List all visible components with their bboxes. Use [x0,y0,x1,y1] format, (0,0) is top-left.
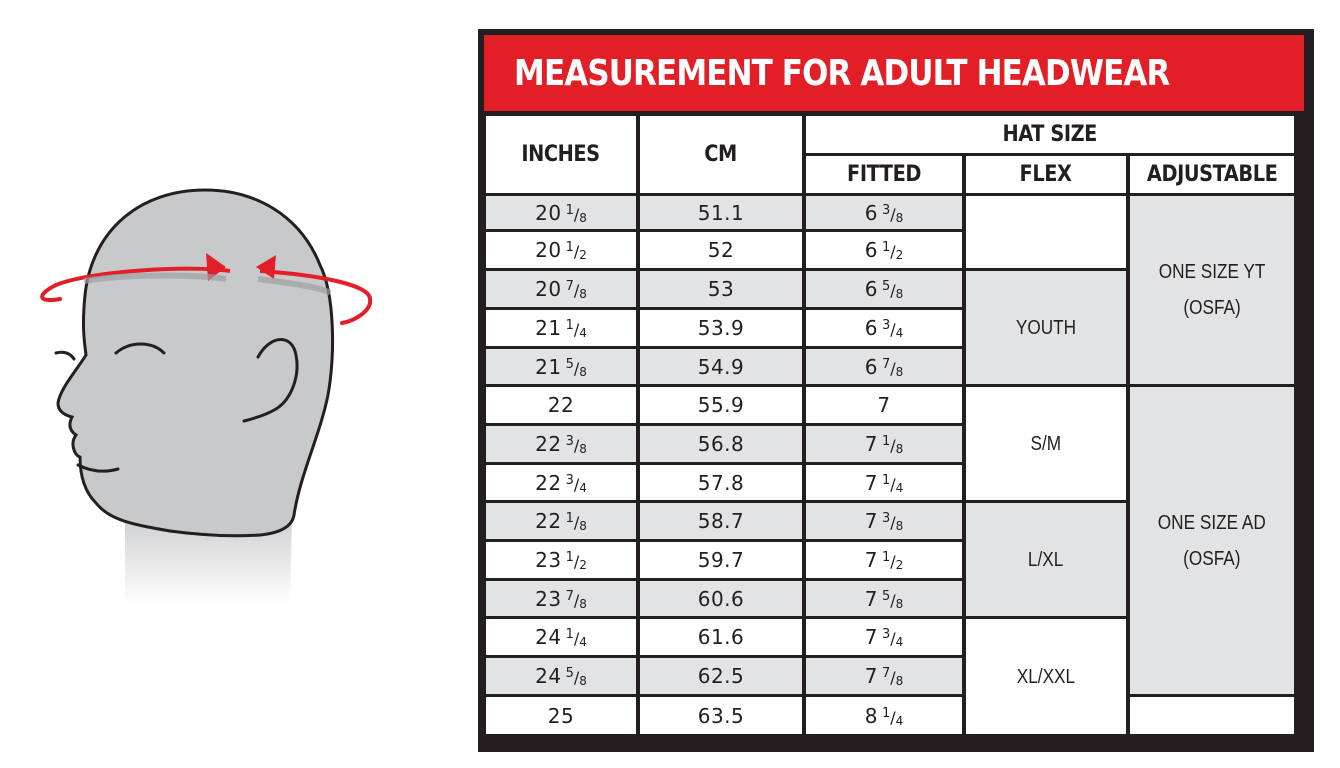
value-whole: 22 [535,470,562,495]
fraction-slash: / [890,513,896,532]
cell-fitted [806,232,962,268]
fraction-denominator: 4 [895,326,904,340]
fraction-slash: / [573,629,580,648]
fraction-numerator: 1 [565,550,574,565]
cell-inches [486,619,636,655]
fraction-denominator: 4 [895,480,904,495]
value-whole: 20 [535,277,562,301]
fraction-slash: / [890,590,896,610]
cell-inches [486,349,636,384]
fraction-denominator: 8 [895,519,904,533]
fraction-numerator: 7 [565,588,574,604]
header-hat-size: HAT SIZE [806,116,1294,153]
value-whole: 23 [535,586,562,611]
fraction-denominator: 8 [895,596,904,611]
fraction-slash: / [890,552,896,571]
cell-fitted [806,581,962,616]
fraction-slash: / [573,320,580,339]
fraction-slash: / [890,629,896,648]
cell-cm [640,658,802,694]
flex-size-label: L/XL [1028,548,1064,571]
table-row [486,697,1294,734]
cell-cm [640,619,802,655]
fraction-denominator: 8 [579,519,587,533]
fraction-slash: / [890,320,896,339]
table-row [486,196,1294,229]
fraction-numerator: 1 [565,318,574,333]
fraction-denominator: 8 [579,442,587,456]
header-cm: CM [640,116,802,193]
value-whole: 6 [864,354,878,379]
value-whole: 7 [864,509,878,533]
value-whole: 23 [535,548,562,572]
cell-cm [640,232,802,268]
fraction-numerator: 1 [881,240,891,255]
cell-flex-group [966,503,1126,616]
cell-fitted [806,465,962,500]
flex-size-label: XL/XXL [1016,665,1076,688]
fraction-denominator: 8 [895,674,904,688]
header-inches: INCHES [486,116,636,193]
value-whole: 7 [864,625,878,649]
size-table [482,113,1298,737]
value-whole: 6 [864,238,878,262]
fraction-numerator: 3 [565,434,574,449]
fraction-denominator: 8 [895,210,904,225]
value-whole: 7 [864,470,878,495]
fraction-slash: / [890,358,896,378]
fraction-numerator: 5 [881,588,891,604]
fraction-denominator: 8 [579,596,587,611]
fraction-numerator: 3 [881,202,891,218]
cell-fitted [806,619,962,655]
fraction-slash: / [890,436,896,455]
fraction-numerator: 1 [881,705,891,721]
size-chart [478,29,1314,752]
fraction-slash: / [573,552,580,571]
cm-value: 62.5 [697,664,745,688]
cell-fitted [806,542,962,578]
fraction-numerator: 1 [881,550,891,565]
header-adjustable: ADJUSTABLE [1130,156,1294,193]
fraction-slash: / [573,204,580,224]
value-whole: 21 [535,316,562,340]
cell-flex-group [966,387,1126,500]
cell-cm [640,542,802,578]
fraction-slash: / [890,242,896,261]
cm-value: 53.9 [697,316,745,340]
cm-value: 63.5 [697,703,745,728]
fraction-denominator: 4 [895,713,904,728]
fraction-numerator: 3 [881,318,891,333]
value-whole: 22 [535,509,562,533]
table-row [486,387,1294,423]
fraction-numerator: 1 [881,434,891,449]
fraction-numerator: 5 [565,356,574,372]
cm-value: 57.8 [697,470,745,495]
cell-inches [486,658,636,694]
cell-fitted [806,503,962,539]
value-whole: 6 [864,200,878,225]
value-whole: 7 [864,586,878,611]
cell-fitted [806,426,962,462]
fraction-slash: / [573,513,580,532]
fraction-numerator: 1 [565,202,574,218]
fraction-slash: / [890,707,896,727]
cell-inches [486,271,636,307]
cell-cm [640,465,802,500]
cm-value: 61.6 [697,625,745,649]
cell-fitted [806,697,962,734]
fraction-denominator: 2 [895,248,904,262]
cell-inches [486,310,636,346]
cell-adjustable-group [1130,387,1294,694]
fraction-slash: / [573,474,580,494]
cell-inches [486,387,636,423]
cm-value: 51.1 [697,200,745,225]
fraction-numerator: 3 [565,472,574,488]
value-whole: 6 [864,316,878,340]
cell-fitted [806,349,962,384]
value-whole: 21 [535,354,562,379]
value-whole: 22 [535,432,562,456]
cm-value: 58.7 [697,509,745,533]
flex-size-label: S/M [1030,432,1062,455]
value-whole: 7 [864,664,878,688]
fraction-slash: / [573,668,580,687]
fraction-denominator: 4 [895,635,904,649]
cell-cm [640,349,802,384]
cm-value: 55.9 [697,393,745,417]
value-whole: 20 [535,200,562,225]
value-whole: 7 [864,432,878,456]
cell-adjustable-group [1130,697,1294,734]
fraction-numerator: 1 [881,472,891,488]
fraction-denominator: 8 [579,210,587,225]
value-whole: 7 [864,548,878,572]
fraction-numerator: 1 [565,240,574,255]
header-fitted: FITTED [806,156,962,193]
cell-cm [640,697,802,734]
cm-value: 53 [707,277,735,301]
fraction-slash: / [573,281,580,300]
adjustable-fit-label: (OSFA) [1183,297,1241,319]
cell-cm [640,271,802,307]
fraction-denominator: 8 [895,364,904,379]
cell-cm [640,581,802,616]
value-whole: 24 [535,625,562,649]
cm-value: 56.8 [697,432,745,456]
fraction-numerator: 7 [565,279,574,294]
cell-inches [486,232,636,268]
fraction-slash: / [890,474,896,494]
value-whole: 6 [864,277,878,301]
fraction-denominator: 4 [579,480,587,495]
fraction-denominator: 2 [579,558,587,572]
cm-value: 59.7 [697,548,745,572]
cell-flex-group [966,196,1126,268]
nose-line [56,352,74,359]
value-whole: 22 [547,393,575,417]
adjustable-size-label: ONE SIZE YT [1158,261,1266,283]
cell-cm [640,426,802,462]
fraction-numerator: 5 [881,279,891,294]
fraction-numerator: 3 [881,511,891,526]
adjustable-fit-label: (OSFA) [1183,547,1241,570]
fraction-numerator: 7 [881,356,891,372]
value-whole: 25 [547,703,575,728]
cell-cm [640,196,802,229]
cell-flex-group [966,619,1126,734]
fraction-slash: / [890,668,896,687]
fraction-slash: / [573,436,580,455]
fraction-denominator: 8 [579,674,587,688]
fraction-numerator: 5 [565,666,574,681]
cell-cm [640,310,802,346]
value-whole: 8 [864,703,878,728]
fraction-slash: / [890,204,896,224]
cell-cm [640,503,802,539]
fraction-denominator: 8 [895,287,904,301]
fraction-denominator: 8 [579,287,587,301]
fraction-denominator: 2 [895,558,904,572]
adjustable-size-label: ONE SIZE AD [1157,511,1267,534]
cell-inches [486,503,636,539]
fraction-denominator: 4 [579,635,587,649]
value-whole: 7 [877,393,891,417]
fraction-denominator: 8 [579,364,587,379]
cell-fitted [806,271,962,307]
flex-size-label: YOUTH [1015,316,1077,339]
fraction-slash: / [890,281,896,300]
value-whole: 24 [535,664,562,688]
fraction-slash: / [573,358,580,378]
cm-value: 52 [707,238,735,262]
chart-title: MEASUREMENT FOR ADULT HEADWEAR [514,52,1170,94]
cm-value: 60.6 [697,586,745,611]
cell-fitted [806,310,962,346]
value-whole: 20 [535,238,562,262]
fraction-denominator: 4 [579,326,587,340]
fraction-numerator: 1 [565,627,574,642]
header-flex: FLEX [966,156,1126,193]
chart-title-bar [484,35,1304,111]
cell-fitted [806,196,962,229]
head-shape [58,190,333,536]
cell-inches [486,196,636,229]
cm-value: 54.9 [697,354,745,379]
fraction-numerator: 7 [881,666,891,681]
cell-inches [486,581,636,616]
cell-fitted [806,387,962,423]
cell-fitted [806,658,962,694]
fraction-numerator: 3 [881,627,891,642]
fraction-denominator: 8 [895,442,904,456]
fraction-slash: / [573,590,580,610]
head-measurement-icon [30,175,390,605]
cell-inches [486,697,636,734]
fraction-numerator: 1 [565,511,574,526]
cell-flex-group [966,271,1126,384]
cell-inches [486,465,636,500]
fraction-slash: / [573,242,580,261]
cell-adjustable-group [1130,196,1294,384]
fraction-denominator: 2 [579,248,587,262]
cell-cm [640,387,802,423]
cell-inches [486,426,636,462]
cell-inches [486,542,636,578]
